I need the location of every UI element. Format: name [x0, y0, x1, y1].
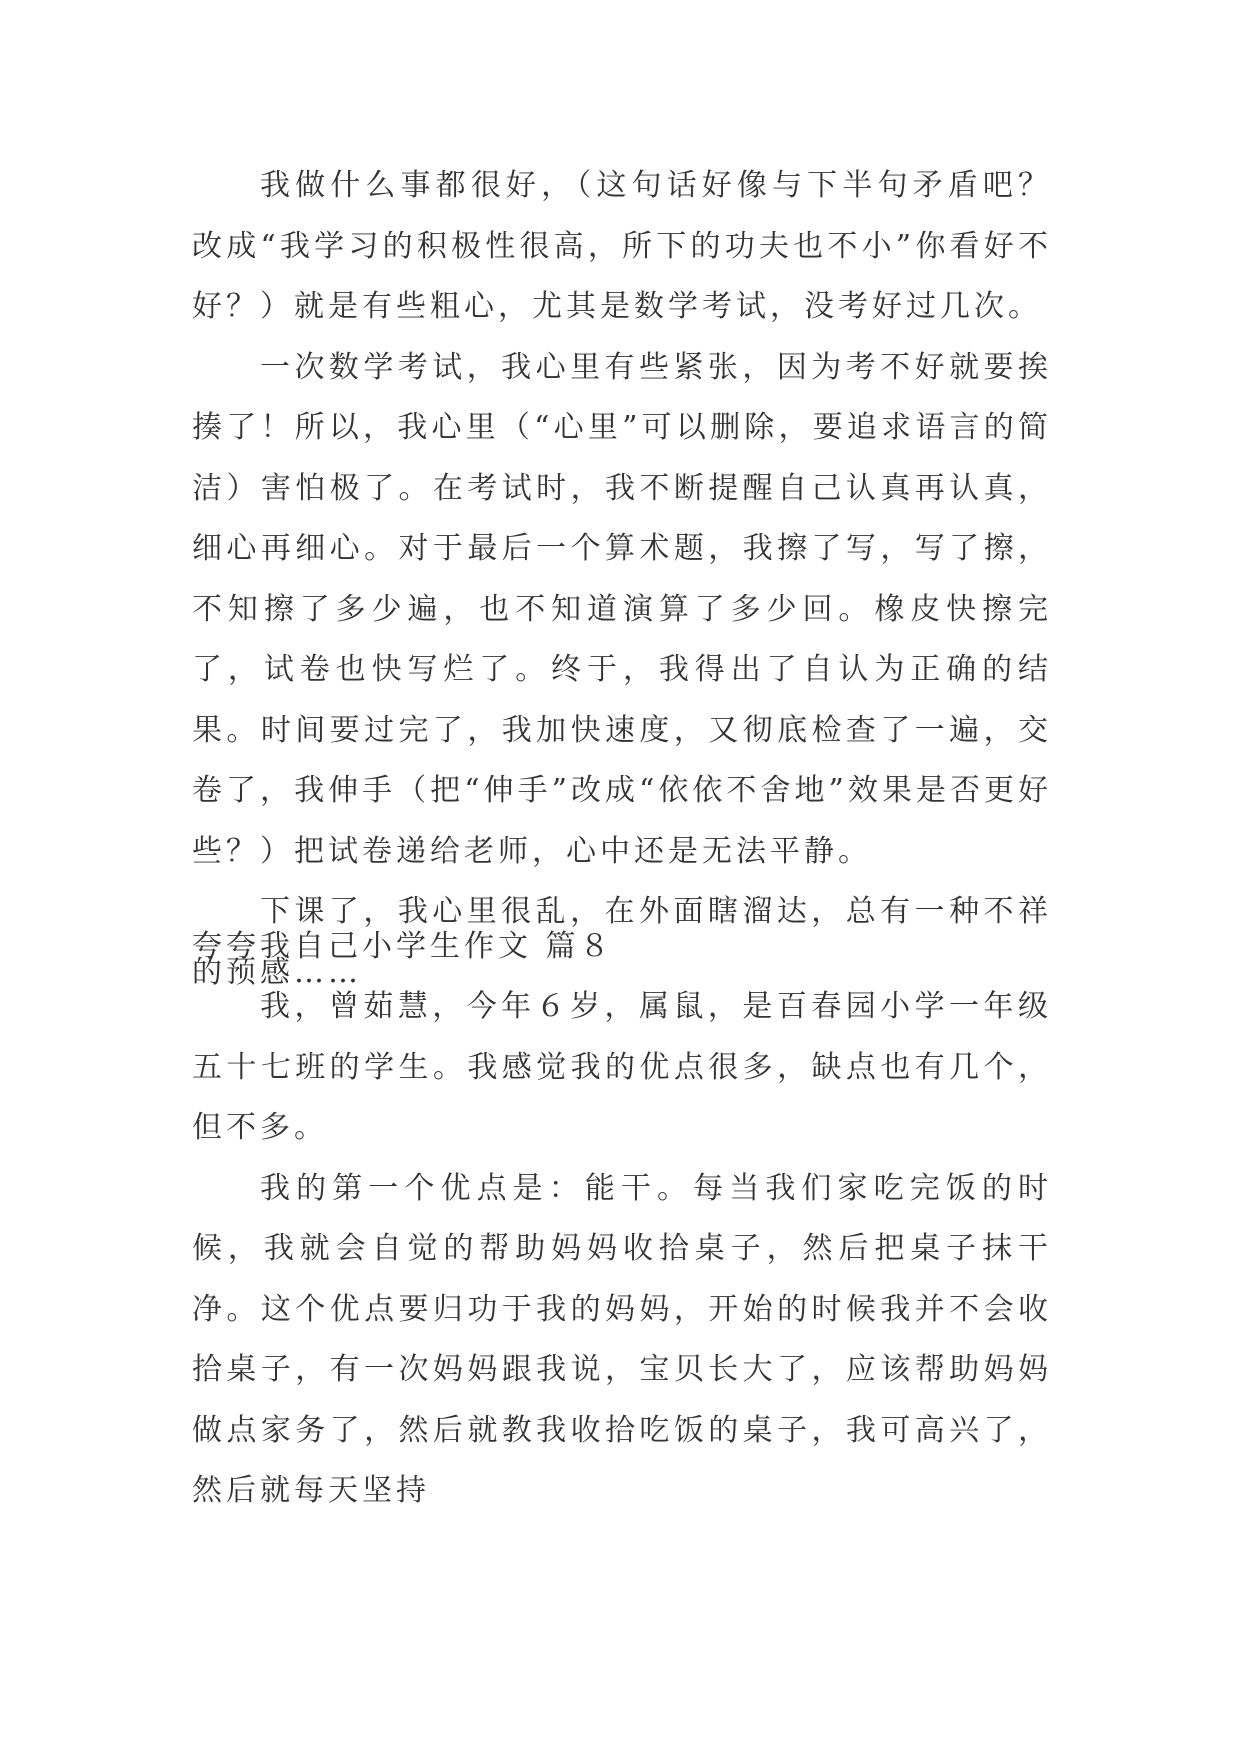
essay-section-two [192, 977, 1052, 1522]
paragraph-introduction: 我，曾茹慧，今年６岁，属鼠，是百春园小学一年级五十七班的学生。我感觉我的优点很多，缺点也有几个，但不多。 [192, 989, 1052, 1145]
paragraph-first-strength: 我的第一个优点是：能干。每当我们家吃完饭的时候，我就会自觉的帮助妈妈收拾桌子，然后把桌子抹干净。这个优点要归功于我的妈妈，开始的时候我并不会收拾桌子，有一次妈妈跟我说，宝贝长大了，应该帮助妈妈做点家务了，然后就教我收拾吃饭的桌子，我可高兴了，然后就每天坚持 [192, 1170, 1052, 1508]
essay-heading: 夸夸我自己小学生作文 篇８ [192, 929, 614, 964]
essay-section-two-heading-block [192, 917, 1052, 978]
paragraph-after-class: 下课了，我心里很乱，在外面瞎溜达，总有一种不祥的预感…… [192, 894, 1052, 990]
paragraph-math-exam: 一次数学考试，我心里有些紧张，因为考不好就要挨揍了！所以，我心里（“心里”可以删除，要追求语言的简洁）害怕极了。在考试时，我不断提醒自己认真再认真，细心再细心。对于最后一个算术题，我擦了写，写了擦，不知擦了多少遍，也不知道演算了多少回。橡皮快擦完了，试卷也快写烂了。终于，我得出了自认为正确的结果。时间要过完了，我加快速度，又彻底检查了一遍，交卷了，我伸手（把“伸手”改成“依依不舍地”效果是否更好些？）把试卷递给老师，心中还是无法平静。 [192, 349, 1052, 869]
paragraph-self-assessment: 我做什么事都很好，（这句话好像与下半句矛盾吧？改成“我学习的积极性很高，所下的功夫也不小”你看好不好？）就是有些粗心，尤其是数学考试，没考好过几次。 [192, 168, 1052, 324]
essay-section-one [192, 156, 1052, 1003]
